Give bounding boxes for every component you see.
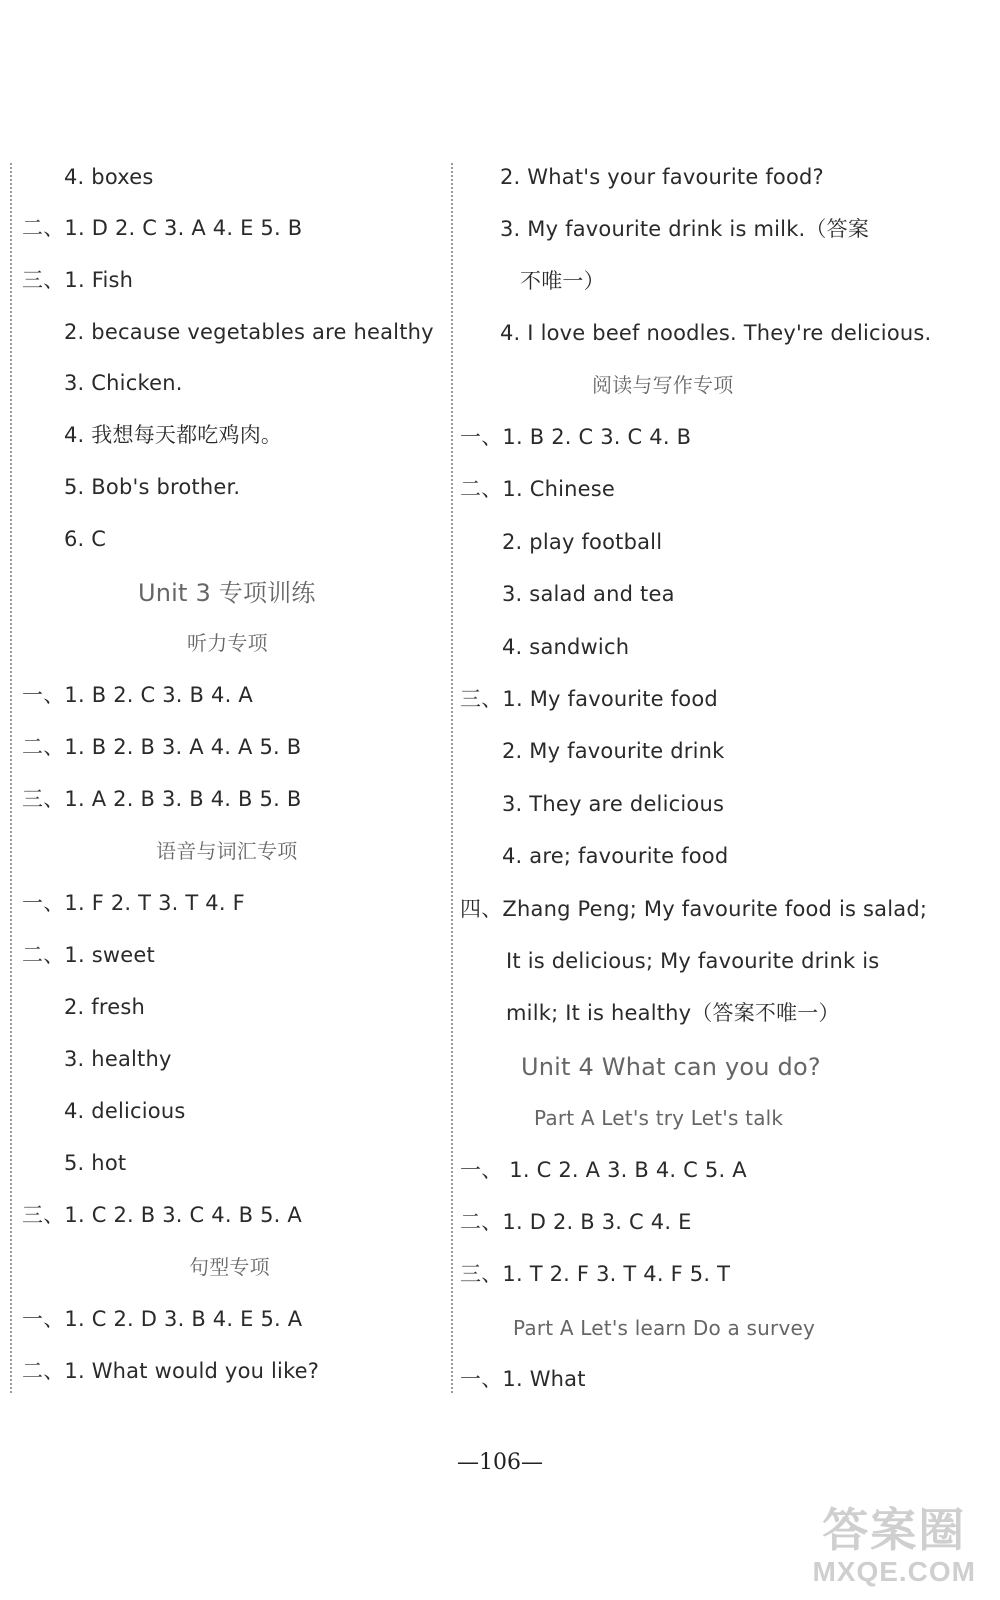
- answer-line: 4. I love beef noodles. They're delicious.: [500, 321, 932, 345]
- answer-line: 二、1. D 2. C 3. A 4. E 5. B: [22, 216, 303, 240]
- answer-line: It is delicious; My favourite drink is: [506, 949, 880, 973]
- answer-line: 二、1. sweet: [22, 943, 155, 967]
- answer-line: 三、1. T 2. F 3. T 4. F 5. T: [460, 1262, 731, 1286]
- answer-line: 二、1. Chinese: [460, 477, 616, 501]
- answer-line: 二、1. What would you like?: [22, 1359, 320, 1383]
- section-heading: Part A Let's try Let's talk: [534, 1106, 784, 1130]
- answer-line: 4. sandwich: [502, 635, 630, 659]
- answer-line: 一、1. B 2. C 3. C 4. B: [460, 425, 692, 449]
- answer-line: 二、1. B 2. B 3. A 4. A 5. B: [22, 735, 302, 759]
- answer-line: 三、1. A 2. B 3. B 4. B 5. B: [22, 787, 302, 811]
- answer-line: 一、1. F 2. T 3. T 4. F: [22, 891, 245, 915]
- answer-line: 4. are; favourite food: [502, 844, 729, 868]
- left-column-rule: [10, 163, 12, 1393]
- watermark-site: MXQE.COM: [812, 1556, 976, 1587]
- answer-line: 一、1. B 2. C 3. B 4. A: [22, 683, 253, 707]
- answer-line: 3. Chicken.: [64, 371, 183, 395]
- center-column-divider: [451, 163, 453, 1393]
- answer-line: 6. C: [64, 527, 107, 551]
- answer-line: 5. hot: [64, 1151, 127, 1175]
- answer-line: 3. My favourite drink is milk.（答案: [500, 217, 870, 241]
- answer-line: 一、1. C 2. D 3. B 4. E 5. A: [22, 1307, 303, 1331]
- answer-line: 3. healthy: [64, 1047, 172, 1071]
- answer-line: 2. play football: [502, 530, 663, 554]
- section-heading: 阅读与写作专项: [592, 373, 734, 397]
- answer-line: 三、1. My favourite food: [460, 687, 718, 711]
- answer-line: 4. delicious: [64, 1099, 186, 1123]
- answer-line: 4. 我想每天都吃鸡肉。: [64, 423, 283, 447]
- answer-line: 二、1. D 2. B 3. C 4. E: [460, 1210, 692, 1234]
- answer-line: 三、1. Fish: [22, 268, 134, 292]
- answer-line: 5. Bob's brother.: [64, 475, 241, 499]
- answer-line: 4. boxes: [64, 165, 154, 189]
- answer-line: 3. They are delicious: [502, 792, 725, 816]
- answer-line: 2. My favourite drink: [502, 739, 725, 763]
- answer-line: 一、 1. C 2. A 3. B 4. C 5. A: [460, 1158, 747, 1182]
- section-heading: 语音与词汇专项: [156, 839, 298, 863]
- answer-line: 三、1. C 2. B 3. C 4. B 5. A: [22, 1203, 302, 1227]
- section-heading: 听力专项: [187, 631, 268, 655]
- unit-title: Unit 3 专项训练: [138, 579, 316, 607]
- answer-line: 3. salad and tea: [502, 582, 675, 606]
- answer-line: 一、1. What: [460, 1367, 586, 1391]
- unit-title: Unit 4 What can you do?: [521, 1053, 821, 1081]
- watermark-logo: 答案圈: [822, 1504, 967, 1556]
- answer-line: milk; It is healthy（答案不唯一）: [506, 1001, 840, 1025]
- answer-line: 2. What's your favourite food?: [500, 165, 824, 189]
- section-heading: 句型专项: [189, 1255, 270, 1279]
- answer-line: 四、Zhang Peng; My favourite food is salad;: [460, 897, 928, 921]
- watermark: [812, 1504, 976, 1588]
- section-heading: Part A Let's learn Do a survey: [513, 1316, 816, 1340]
- answer-line: 2. fresh: [64, 995, 146, 1019]
- answer-line: 2. because vegetables are healthy: [64, 320, 434, 344]
- answer-line: 不唯一）: [520, 269, 605, 293]
- page-number: —106—: [457, 1450, 543, 1475]
